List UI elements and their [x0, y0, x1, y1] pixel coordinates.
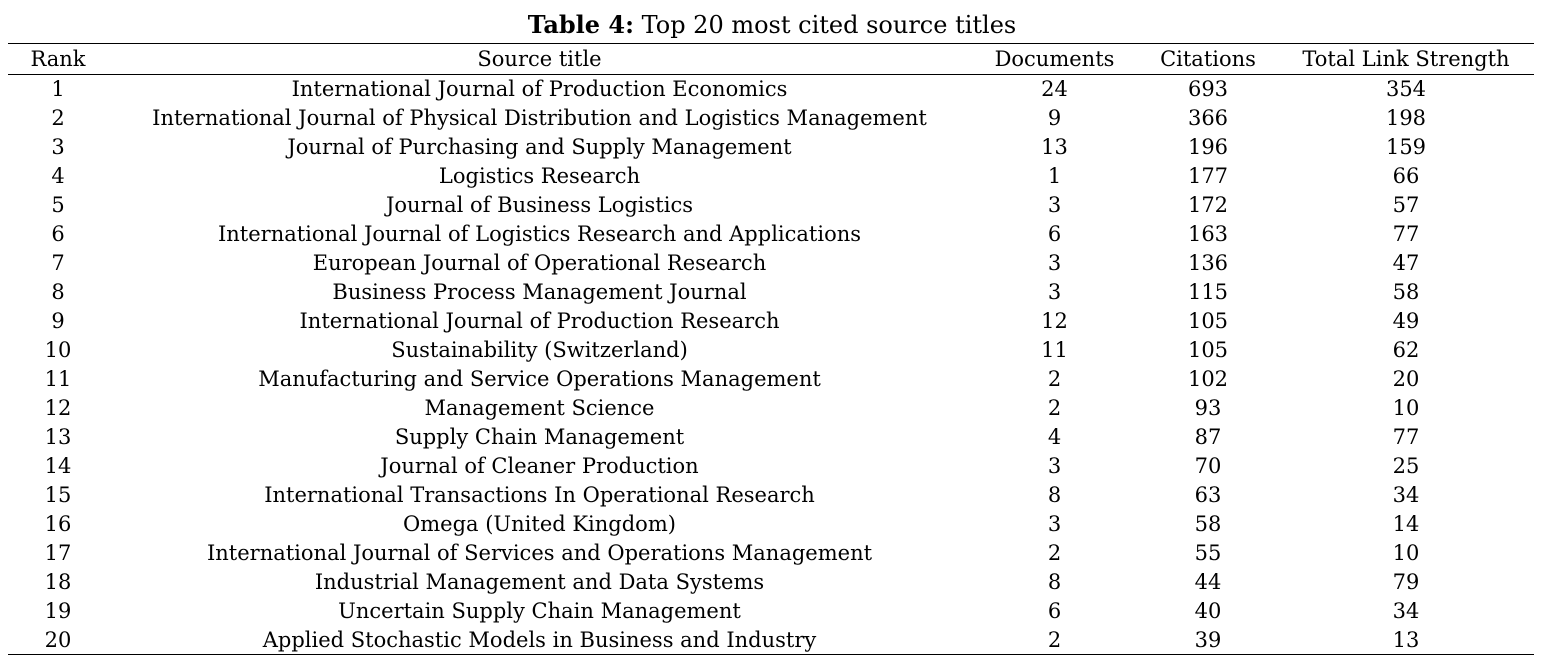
header-citations: Citations	[1160, 47, 1256, 71]
cell-source-title: Applied Stochastic Models in Business and Industry	[262, 627, 817, 652]
cell-source-title: International Transactions In Operational Research	[264, 483, 815, 507]
table-caption	[0, 10, 1544, 40]
cell-documents: 13	[1041, 135, 1068, 159]
cell-rank: 9	[51, 309, 65, 333]
table-row	[8, 104, 1534, 133]
cell-total-link-strength: 13	[1392, 627, 1420, 652]
cell-documents: 3	[1047, 251, 1062, 275]
cell-citations: 55	[1194, 541, 1222, 565]
cell-source-title: European Journal of Operational Research	[312, 251, 767, 275]
cell-rank: 5	[51, 193, 65, 217]
cell-source-title: International Journal of Services and Operations Management	[206, 541, 873, 565]
table-row	[8, 191, 1534, 220]
header-total-link-strength: Total Link Strength	[1302, 47, 1510, 71]
cell-rank: 3	[51, 135, 65, 159]
cell-documents: 2	[1047, 627, 1062, 652]
cell-source-title: International Journal of Logistics Research and Applications	[217, 222, 862, 246]
table-header-row	[8, 44, 1534, 75]
table-row	[8, 539, 1534, 568]
table-body	[8, 75, 1534, 655]
cell-documents: 3	[1047, 512, 1062, 536]
cell-total-link-strength: 34	[1392, 599, 1420, 623]
cell-rank: 1	[51, 77, 65, 102]
cell-total-link-strength: 20	[1392, 367, 1420, 391]
cell-total-link-strength: 77	[1392, 425, 1420, 449]
cell-citations: 58	[1194, 512, 1222, 536]
table-row	[8, 278, 1534, 307]
cell-citations: 136	[1187, 251, 1229, 275]
cell-rank: 14	[44, 454, 72, 478]
cell-citations: 105	[1187, 309, 1229, 333]
table-row	[8, 597, 1534, 626]
caption-text: Top 20 most cited source titles	[633, 11, 1017, 39]
cell-rank: 13	[44, 425, 72, 449]
cell-citations: 70	[1194, 454, 1222, 478]
cell-citations: 693	[1187, 77, 1229, 102]
table-row	[8, 481, 1534, 510]
table-row	[8, 510, 1534, 539]
table-row	[8, 365, 1534, 394]
cell-total-link-strength: 198	[1385, 106, 1427, 130]
cell-source-title: Uncertain Supply Chain Management	[338, 599, 741, 623]
cell-rank: 10	[44, 338, 72, 362]
header-documents: Documents	[994, 47, 1115, 71]
cell-source-title: Industrial Management and Data Systems	[314, 570, 765, 594]
cell-total-link-strength: 47	[1392, 251, 1420, 275]
cell-source-title: Manufacturing and Service Operations Management	[258, 367, 821, 391]
cell-documents: 3	[1047, 280, 1062, 304]
cell-citations: 163	[1187, 222, 1229, 246]
cell-rank: 16	[44, 512, 72, 536]
cell-citations: 40	[1194, 599, 1222, 623]
cell-documents: 1	[1047, 164, 1062, 188]
cell-rank: 8	[51, 280, 65, 304]
cell-rank: 18	[44, 570, 72, 594]
cell-rank: 17	[44, 541, 72, 565]
cell-total-link-strength: 10	[1392, 541, 1420, 565]
cell-source-title: International Journal of Production Research	[299, 309, 780, 333]
cell-total-link-strength: 159	[1385, 135, 1427, 159]
cell-total-link-strength: 77	[1392, 222, 1420, 246]
cell-source-title: International Journal of Physical Distribution and Logistics Management	[152, 106, 927, 130]
table-row	[8, 162, 1534, 191]
cell-documents: 6	[1047, 599, 1062, 623]
table-row	[8, 220, 1534, 249]
cell-source-title: Supply Chain Management	[394, 425, 685, 449]
cell-documents: 8	[1047, 570, 1062, 594]
cell-citations: 44	[1194, 570, 1222, 594]
cell-source-title: Omega (United Kingdom)	[403, 512, 676, 536]
cell-citations: 366	[1187, 106, 1229, 130]
cell-rank: 11	[44, 367, 72, 391]
cell-citations: 87	[1194, 425, 1222, 449]
cell-total-link-strength: 49	[1392, 309, 1420, 333]
cell-total-link-strength: 354	[1385, 77, 1427, 102]
cell-source-title: Sustainability (Switzerland)	[391, 338, 688, 362]
table-row	[8, 336, 1534, 365]
cell-documents: 24	[1041, 77, 1068, 102]
cell-total-link-strength: 57	[1392, 193, 1420, 217]
cell-documents: 11	[1041, 338, 1068, 362]
table-row	[8, 75, 1534, 104]
cell-rank: 4	[51, 164, 65, 188]
cell-documents: 12	[1041, 309, 1068, 333]
table-row	[8, 394, 1534, 423]
header-rank: Rank	[30, 47, 86, 71]
cell-rank: 12	[44, 396, 72, 420]
cell-documents: 3	[1047, 454, 1062, 478]
cell-total-link-strength: 58	[1392, 280, 1420, 304]
cell-citations: 172	[1187, 193, 1229, 217]
table-row	[8, 133, 1534, 162]
cell-documents: 2	[1047, 541, 1062, 565]
cell-source-title: Journal of Cleaner Production	[380, 454, 699, 478]
cell-rank: 6	[51, 222, 65, 246]
cell-documents: 4	[1047, 425, 1062, 449]
cell-rank: 15	[44, 483, 72, 507]
cell-citations: 105	[1187, 338, 1229, 362]
cell-citations: 196	[1187, 135, 1229, 159]
cell-citations: 63	[1194, 483, 1222, 507]
cell-total-link-strength: 34	[1392, 483, 1420, 507]
cell-documents: 3	[1047, 193, 1062, 217]
cell-citations: 93	[1194, 396, 1222, 420]
cell-total-link-strength: 25	[1392, 454, 1420, 478]
cell-citations: 177	[1187, 164, 1229, 188]
cell-citations: 115	[1187, 280, 1229, 304]
cell-total-link-strength: 14	[1392, 512, 1420, 536]
header-source-title: Source title	[477, 47, 602, 71]
table-row	[8, 452, 1534, 481]
cell-total-link-strength: 66	[1392, 164, 1420, 188]
cell-documents: 9	[1047, 106, 1062, 130]
cell-source-title: Management Science	[424, 396, 655, 420]
cell-rank: 19	[44, 599, 72, 623]
cell-source-title: Journal of Purchasing and Supply Management	[287, 135, 792, 159]
cell-source-title: Logistics Research	[438, 164, 641, 188]
cell-source-title: Journal of Business Logistics	[385, 193, 693, 217]
table-row	[8, 626, 1534, 655]
cell-source-title: International Journal of Production Economics	[291, 77, 788, 102]
table-row	[8, 249, 1534, 278]
source-titles-table	[8, 43, 1534, 655]
table-row	[8, 423, 1534, 452]
cell-total-link-strength: 10	[1392, 396, 1420, 420]
cell-source-title: Business Process Management Journal	[332, 280, 747, 304]
cell-rank: 7	[51, 251, 65, 275]
cell-citations: 39	[1194, 627, 1222, 652]
cell-total-link-strength: 79	[1392, 570, 1420, 594]
table-row	[8, 568, 1534, 597]
cell-documents: 2	[1047, 396, 1062, 420]
cell-documents: 2	[1047, 367, 1062, 391]
cell-rank: 2	[51, 106, 65, 130]
cell-total-link-strength: 62	[1392, 338, 1420, 362]
cell-citations: 102	[1187, 367, 1229, 391]
cell-documents: 6	[1047, 222, 1062, 246]
cell-documents: 8	[1047, 483, 1062, 507]
caption-label: Table 4:	[527, 10, 634, 39]
cell-rank: 20	[44, 627, 72, 652]
table-row	[8, 307, 1534, 336]
